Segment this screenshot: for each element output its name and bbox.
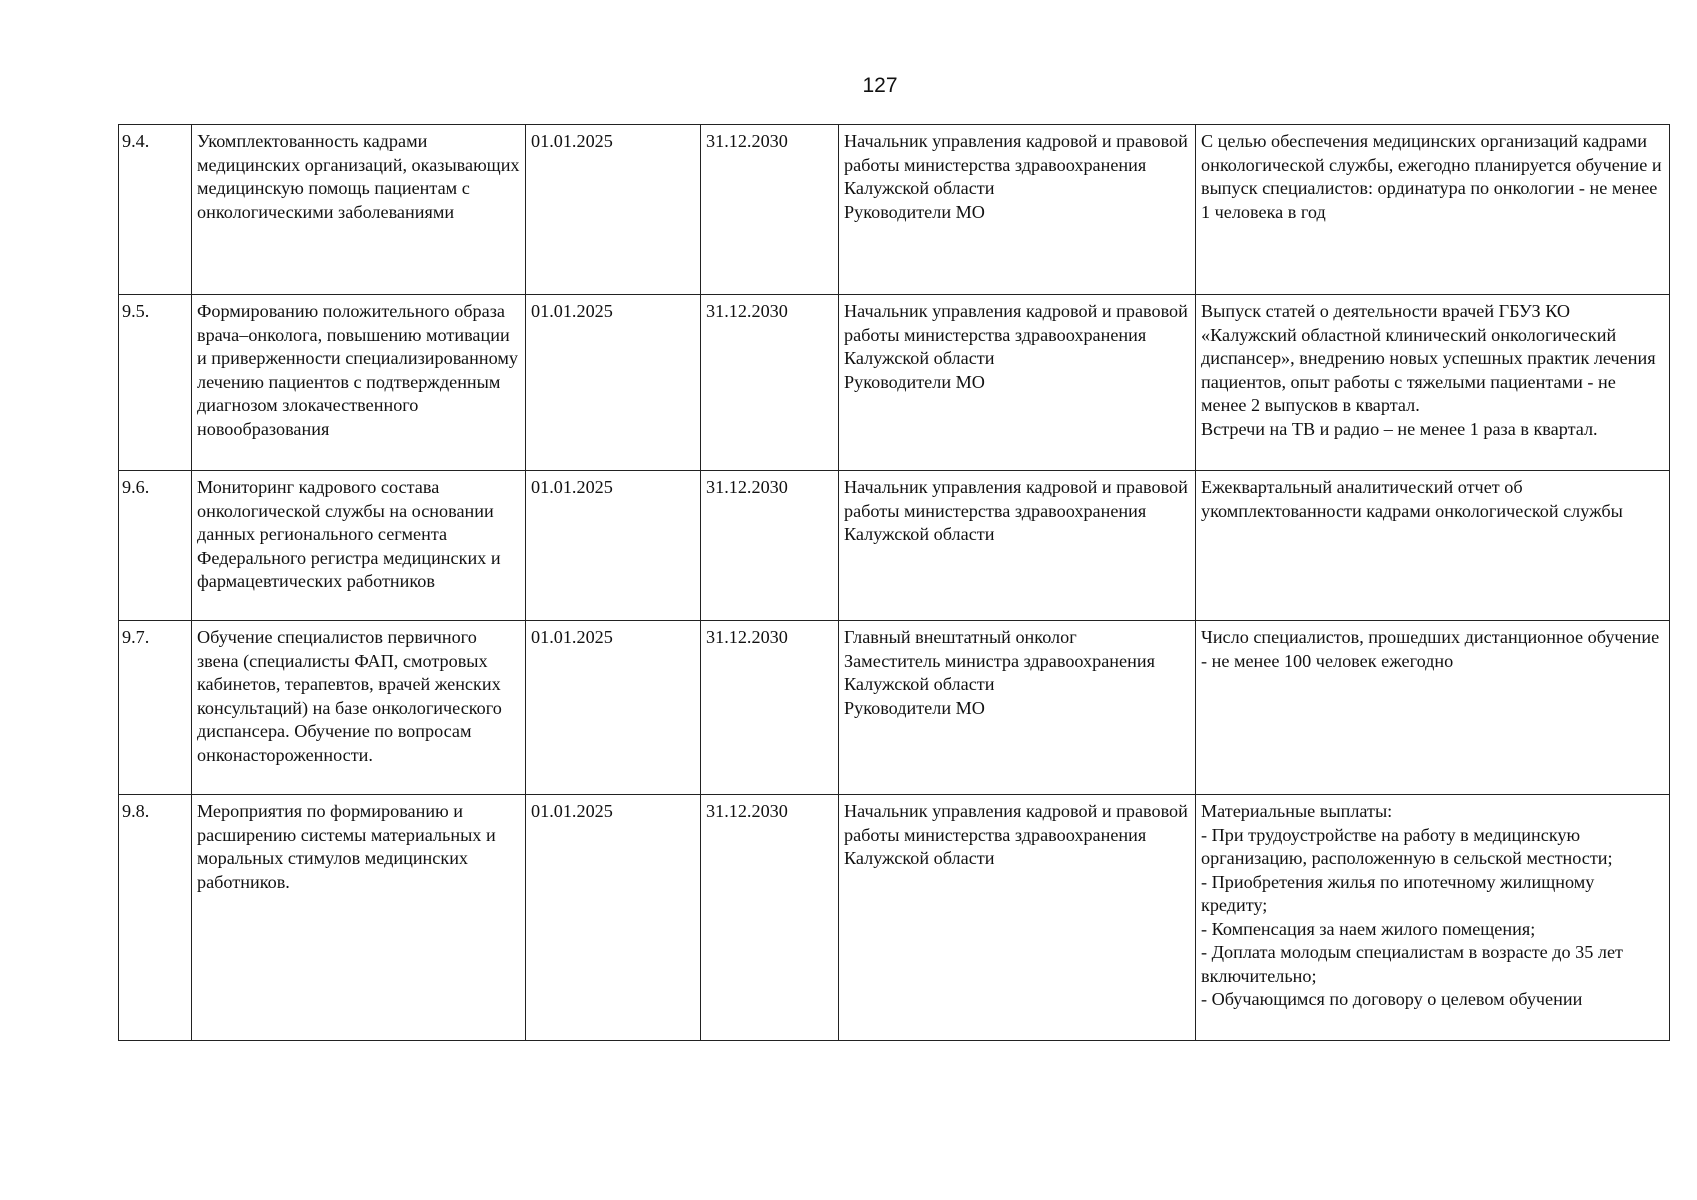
result: С целью обеспечения медицинских организаций кадрами онкологической службы, ежегодно планируется обучение и выпуск специалистов: ординатура по онкологии - не менее 1 человека в год xyxy=(1196,125,1670,295)
result: Ежеквартальный аналитический отчет об укомплектованности кадрами онкологической службы xyxy=(1196,471,1670,621)
responsible: Начальник управления кадровой и правовой работы министерства здравоохранения Калужской области xyxy=(839,795,1196,1041)
measures-table xyxy=(118,124,1670,1041)
page-number: 127 xyxy=(862,74,898,97)
row-number: 9.7. xyxy=(119,621,192,795)
measure-name: Мероприятия по формированию и расширению системы материальных и моральных стимулов медицинских работников. xyxy=(192,795,526,1041)
table-row xyxy=(119,621,1670,795)
table-row xyxy=(119,795,1670,1041)
row-number: 9.6. xyxy=(119,471,192,621)
measure-name: Обучение специалистов первичного звена (специалисты ФАП, смотровых кабинетов, терапевтов, врачей женских консультаций) на базе онкологического диспансера. Обучение по вопросам онконастороженности. xyxy=(192,621,526,795)
result: Материальные выплаты: - При трудоустройстве на работу в медицинскую организацию, расположенную в сельской местности; - Приобретения жилья по ипотечному жилищному кредиту; - Компенсация за наем жилого помещения; - Доплата молодым специалистам в возрасте до 35 лет включительно; - Обучающимся по договору о целевом обучении xyxy=(1196,795,1670,1041)
start-date: 01.01.2025 xyxy=(526,795,701,1041)
measure-name: Укомплектованность кадрами медицинских организаций, оказывающих медицинскую помощь пациентам с онкологическими заболеваниями xyxy=(192,125,526,295)
start-date: 01.01.2025 xyxy=(526,471,701,621)
row-number: 9.8. xyxy=(119,795,192,1041)
start-date: 01.01.2025 xyxy=(526,295,701,471)
responsible: Начальник управления кадровой и правовой работы министерства здравоохранения Калужской области Руководители МО xyxy=(839,295,1196,471)
result: Выпуск статей о деятельности врачей ГБУЗ КО «Калужский областной клинический онкологический диспансер», внедрению новых успешных практик лечения пациентов, опыт работы с тяжелыми пациентами - не менее 2 выпусков в квартал. Встречи на ТВ и радио – не менее 1 раза в квартал. xyxy=(1196,295,1670,471)
measure-name: Формированию положительного образа врача–онколога, повышению мотивации и приверженности специализированному лечению пациентов с подтвержденным диагнозом злокачественного новообразования xyxy=(192,295,526,471)
start-date: 01.01.2025 xyxy=(526,125,701,295)
end-date: 31.12.2030 xyxy=(701,621,839,795)
responsible: Начальник управления кадровой и правовой работы министерства здравоохранения Калужской области Руководители МО xyxy=(839,125,1196,295)
end-date: 31.12.2030 xyxy=(701,795,839,1041)
end-date: 31.12.2030 xyxy=(701,295,839,471)
row-number: 9.4. xyxy=(119,125,192,295)
table-row xyxy=(119,295,1670,471)
responsible: Начальник управления кадровой и правовой работы министерства здравоохранения Калужской области xyxy=(839,471,1196,621)
table-row xyxy=(119,471,1670,621)
result: Число специалистов, прошедших дистанционное обучение - не менее 100 человек ежегодно xyxy=(1196,621,1670,795)
end-date: 31.12.2030 xyxy=(701,471,839,621)
table-row xyxy=(119,125,1670,295)
row-number: 9.5. xyxy=(119,295,192,471)
start-date: 01.01.2025 xyxy=(526,621,701,795)
end-date: 31.12.2030 xyxy=(701,125,839,295)
measure-name: Мониторинг кадрового состава онкологической службы на основании данных регионального сегмента Федерального регистра медицинских и фармацевтических работников xyxy=(192,471,526,621)
responsible: Главный внештатный онколог Заместитель министра здравоохранения Калужской области Руководители МО xyxy=(839,621,1196,795)
